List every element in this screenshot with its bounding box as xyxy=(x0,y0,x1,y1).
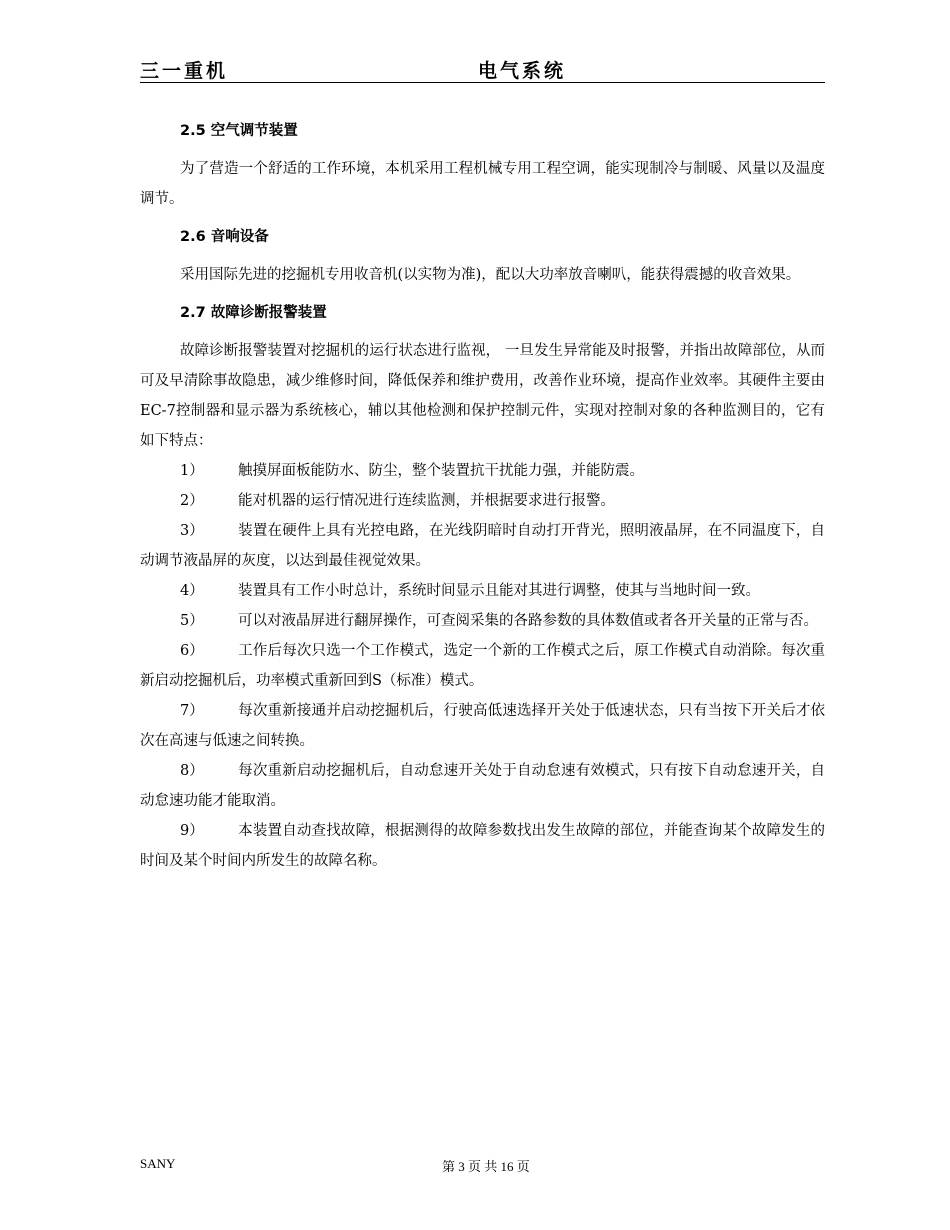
footer-brand: SANY xyxy=(140,1156,176,1171)
company-name: 三一重机 xyxy=(140,60,229,82)
section-paragraph-2-5: 为了营造一个舒适的工作环境，本机采用工程机械专用工程空调，能实现制冷与制暖、风量以及温度调节。 xyxy=(140,161,825,207)
list-item xyxy=(140,486,825,516)
list-item-number: 9） xyxy=(180,823,204,839)
list-item xyxy=(140,456,825,486)
list-item-text: 可以对液晶屏进行翻屏操作，可查阅采集的各路参数的具体数值或者各开关量的正常与否。 xyxy=(238,613,818,629)
section-paragraph-2-6: 采用国际先进的挖掘机专用收音机(以实物为准)，配以大功率放音喇叭，能获得震撼的收音效果。 xyxy=(180,267,801,283)
list-item xyxy=(140,696,825,756)
section-heading-2-5: 2.5 空气调节装置 xyxy=(180,123,298,139)
list-item-text: 每次重新接通并启动挖掘机后，行驶高低速选择开关处于低速状态，只有当按下开关后才依次在高速与低速之间转换。 xyxy=(140,703,825,749)
list-item xyxy=(140,606,825,636)
list-item-text: 本装置自动查找故障，根据测得的故障参数找出发生故障的部位，并能查询某个故障发生的时间及某个时间内所发生的故障名称。 xyxy=(140,823,825,869)
list-item xyxy=(140,816,825,876)
section-heading-2-7: 2.7 故障诊断报警装置 xyxy=(180,305,327,321)
list-item-text: 触摸屏面板能防水、防尘，整个装置抗干扰能力强，并能防震。 xyxy=(238,463,644,479)
list-item xyxy=(140,576,825,606)
list-item-number: 8） xyxy=(180,763,204,779)
feature-list xyxy=(140,456,825,876)
list-item-number: 6） xyxy=(180,643,204,659)
list-item-number: 5） xyxy=(180,613,204,629)
list-item-number: 7） xyxy=(180,703,204,719)
list-item-number: 3） xyxy=(180,523,204,539)
section-heading-2-6: 2.6 音响设备 xyxy=(180,229,269,245)
list-item-number: 1） xyxy=(180,463,204,479)
list-item xyxy=(140,756,825,816)
list-item-text: 装置在硬件上具有光控电路，在光线阴暗时自动打开背光，照明液晶屏，在不同温度下，自动调节液晶屏的灰度，以达到最佳视觉效果。 xyxy=(140,523,825,569)
document-body xyxy=(140,108,825,876)
list-item-number: 2） xyxy=(180,493,204,509)
page-header xyxy=(140,56,825,83)
page-number: 第 3 页 共 16 页 xyxy=(442,1159,530,1174)
list-item xyxy=(140,516,825,576)
list-item xyxy=(140,636,825,696)
section-paragraph-2-7: 故障诊断报警装置对挖掘机的运行状态进行监视， 一旦发生异常能及时报警，并指出故障部位，从而可及早清除事故隐患，减少维修时间，降低保养和维护费用，改善作业环境，提高作业效率。其硬件主要由EC-7控制器和显示器为系统核心，辅以其他检测和保护控制元件，实现对控制对象的各种监测目的，它有如下特点： xyxy=(140,343,825,449)
list-item-text: 装置具有工作小时总计，系统时间显示且能对其进行调整，使其与当地时间一致。 xyxy=(238,583,760,599)
list-item-text: 每次重新启动挖掘机后，自动怠速开关处于自动怠速有效模式，只有按下自动怠速开关，自动怠速功能才能取消。 xyxy=(140,763,825,809)
list-item-text: 能对机器的运行情况进行连续监测，并根据要求进行报警。 xyxy=(238,493,615,509)
list-item-number: 4） xyxy=(180,583,204,599)
list-item-text: 工作后每次只选一个工作模式，选定一个新的工作模式之后，原工作模式自动消除。每次重新启动挖掘机后，功率模式重新回到S（标准）模式。 xyxy=(140,643,825,689)
document-title: 电气系统 xyxy=(478,60,567,82)
